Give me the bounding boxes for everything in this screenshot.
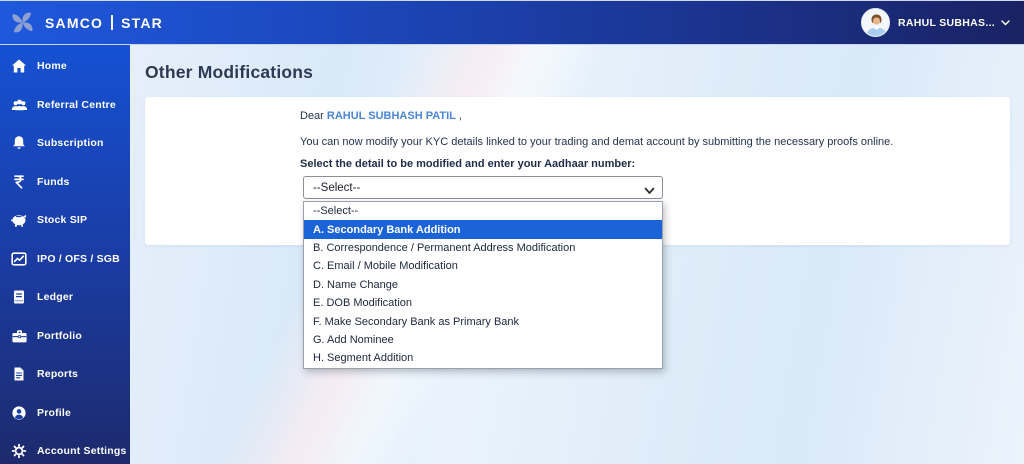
dropdown-option[interactable]: H. Segment Addition — [313, 352, 414, 365]
chevron-down-icon — [644, 182, 655, 200]
sidebar-item-label: Reports — [37, 368, 79, 381]
home-icon — [10, 57, 28, 75]
sidebar-item-ipo-ofs-sgb[interactable] — [0, 240, 130, 279]
sidebar-item-referral-centre[interactable] — [0, 86, 130, 125]
modification-card — [145, 97, 1010, 365]
sidebar-item-ledger[interactable] — [0, 278, 130, 317]
greeting-suffix: , — [455, 110, 462, 122]
sidebar-item-label: Stock SIP — [37, 214, 88, 227]
dropdown-option[interactable]: E. DOB Modification — [313, 297, 413, 310]
main-content — [130, 45, 1024, 464]
funds-rupee-icon — [10, 173, 28, 191]
select-instruction-label: Select the detail to be modified and enter your Aadhaar number: — [300, 158, 636, 170]
modification-select[interactable] — [303, 176, 663, 199]
greeting-prefix: Dear — [300, 110, 327, 122]
chevron-down-icon — [1001, 20, 1010, 26]
sidebar-item-home[interactable] — [0, 47, 130, 86]
brand-logo[interactable] — [0, 9, 163, 36]
dropdown-option-highlighted[interactable]: A. Secondary Bank Addition — [304, 220, 662, 238]
user-avatar — [861, 8, 890, 37]
dropdown-option[interactable]: F. Make Secondary Bank as Primary Bank — [313, 315, 520, 328]
ipo-chart-icon — [10, 250, 28, 268]
subscription-bell-icon — [10, 134, 28, 152]
user-name: RAHUL SUBHAS... — [897, 16, 995, 29]
reports-document-icon — [10, 365, 28, 383]
portfolio-briefcase-icon — [10, 327, 28, 345]
dropdown-option[interactable]: --Select-- — [313, 205, 359, 218]
select-current-value: --Select-- — [313, 181, 361, 194]
brand-samco: SAMCO — [45, 14, 104, 31]
account-holder-name: RAHUL SUBHASH PATIL — [326, 110, 456, 122]
sidebar-item-label: Ledger — [37, 291, 74, 304]
user-menu[interactable] — [861, 8, 1024, 37]
ledger-book-icon — [10, 288, 28, 306]
sidebar-item-label: Home — [37, 60, 67, 73]
dropdown-option[interactable]: G. Add Nominee — [313, 333, 394, 346]
page-title: Other Modifications — [145, 62, 314, 82]
sidebar-item-label: Subscription — [37, 137, 104, 150]
stock-sip-piggy-icon — [10, 211, 28, 229]
sidebar-item-account-settings[interactable] — [0, 432, 130, 464]
sidebar-item-portfolio[interactable] — [0, 317, 130, 356]
sidebar-item-reports[interactable] — [0, 355, 130, 394]
greeting-text — [300, 110, 462, 122]
sidebar-item-label: Referral Centre — [37, 98, 116, 111]
sidebar-item-label: Portfolio — [37, 329, 82, 342]
top-header — [0, 0, 1024, 45]
sidebar-item-label: Funds — [37, 175, 70, 188]
sidebar-item-stock-sip[interactable] — [0, 201, 130, 240]
kyc-info-text: You can now modify your KYC details linked to your trading and demat account by submitting the necessary proofs online. — [300, 136, 894, 148]
dropdown-option[interactable]: C. Email / Mobile Modification — [313, 260, 458, 273]
sidebar-item-profile[interactable] — [0, 394, 130, 433]
sidebar-item-label: Profile — [37, 406, 72, 419]
modification-select-dropdown — [303, 201, 663, 369]
sidebar-nav — [0, 45, 130, 464]
sidebar-item-label: Account Settings — [37, 445, 127, 458]
samco-pinwheel-icon — [9, 9, 36, 36]
referral-centre-icon — [10, 96, 28, 114]
profile-user-icon — [10, 404, 28, 422]
dropdown-option[interactable]: B. Correspondence / Permanent Address Modification — [313, 241, 576, 254]
account-settings-gear-icon — [10, 442, 28, 460]
sidebar-item-label: IPO / OFS / SGB — [37, 252, 120, 265]
sidebar-item-subscription[interactable] — [0, 124, 130, 163]
dropdown-option[interactable]: D. Name Change — [313, 278, 398, 291]
brand-separator — [111, 15, 113, 30]
sidebar-item-funds[interactable] — [0, 163, 130, 202]
brand-star: STAR — [121, 14, 163, 31]
